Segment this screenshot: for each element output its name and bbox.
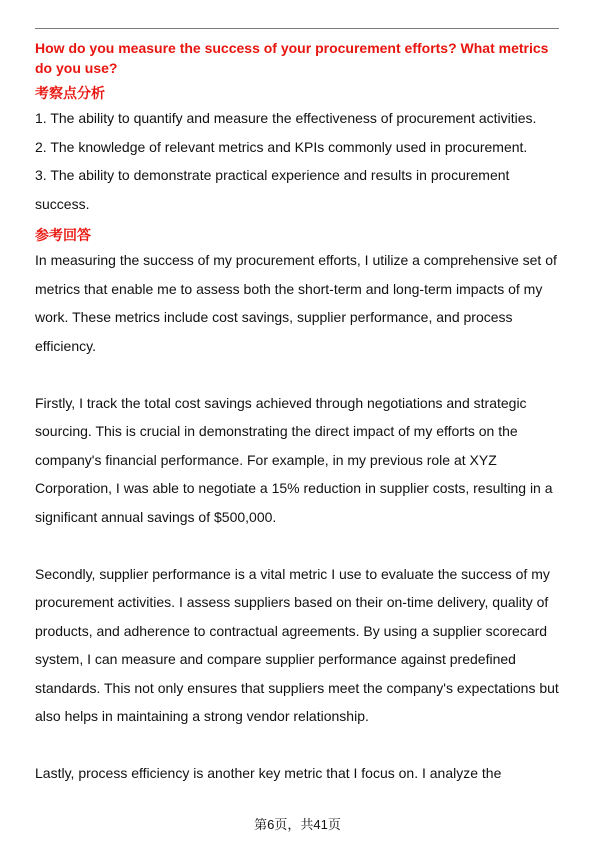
analysis-point: 3. The ability to demonstrate practical experience and results in procurement success. [35, 167, 510, 212]
page-number: 第6页，共41页 [254, 817, 341, 832]
analysis-point: 1. The ability to quantify and measure the effectiveness of procurement activities. [35, 110, 537, 126]
analysis-heading: 考察点分析 [35, 85, 105, 101]
answer-paragraph: Firstly, I track the total cost savings achieved through negotiations and strategic sourcing. This is crucial in demonstrating the direct impact of my efforts on the company's financial performance. For example, in my previous role at XYZ Corporation, I was able to negotiate a 15% reduction in supplier costs, resulting in a significant annual savings of $500,000. [35, 394, 553, 525]
answer-paragraph: Secondly, supplier performance is a vital metric I use to evaluate the success of my procurement activities. I assess suppliers based on their on-time delivery, quality of products, and adherence to contractual agreements. By using a supplier scorecard system, I can measure and compare supplier performance against predefined standards. This not only ensures that suppliers meet the company's expectations but also helps in maintaining a strong vendor relationship. [35, 565, 559, 724]
page-content [35, 38, 562, 788]
analysis-point: 2. The knowledge of relevant metrics and KPIs commonly used in procurement. [35, 138, 528, 155]
answer-paragraph: Lastly, process efficiency is another key metric that I focus on. I analyze the [35, 765, 502, 781]
answer-heading: 参考回答 [35, 227, 91, 243]
answer-paragraph: In measuring the success of my procurement efforts, I utilize a comprehensive set of metrics that enable me to assess both the short-term and long-term impacts of my work. These metrics include cost savings, supplier performance, and process efficiency. [35, 252, 557, 354]
header-rule [35, 28, 559, 29]
question-title: How do you measure the success of your procurement efforts? What metrics do you use? [35, 40, 549, 76]
